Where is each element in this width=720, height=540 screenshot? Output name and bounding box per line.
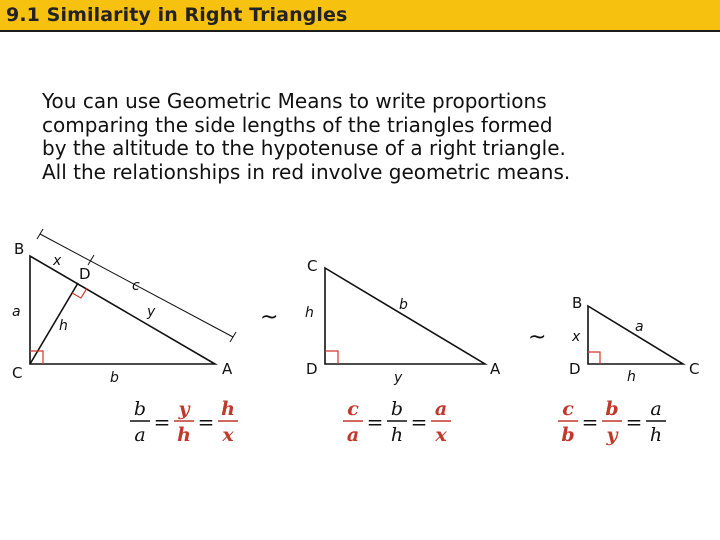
body-line: You can use Geometric Means to write proportions	[42, 89, 547, 113]
fraction-denominator: y	[606, 424, 618, 446]
equals-sign: =	[153, 410, 171, 434]
fraction-denominator: x	[435, 424, 447, 446]
segment-label: y	[147, 304, 156, 320]
body-line: All the relationships in red involve geometric means.	[42, 159, 571, 184]
fraction-numerator: a	[434, 398, 448, 420]
segment-label: a	[635, 319, 644, 335]
vertex-label: D	[569, 360, 581, 378]
altitude-line	[30, 283, 78, 364]
right-angle-marker	[588, 352, 600, 364]
fraction-numerator: b	[133, 398, 147, 420]
body-line: by the altitude to the hypotenuse of a right triangle.	[42, 136, 566, 160]
equals-sign: =	[410, 410, 428, 434]
page-title: 9.1 Similarity in Right Triangles	[6, 4, 348, 26]
fraction-denominator: a	[346, 424, 360, 446]
triangle-two-outline	[325, 268, 485, 364]
body-line: comparing the side lengths of the triangles formed	[42, 112, 553, 137]
body-paragraph	[42, 90, 712, 184]
equals-sign: =	[625, 410, 643, 434]
segment-label: y	[394, 370, 403, 386]
vertex-label: A	[222, 360, 233, 378]
fraction-numerator: c	[562, 398, 574, 420]
right-angle-marker	[325, 351, 338, 364]
fraction-denominator: h	[390, 424, 404, 446]
fraction-denominator: h	[177, 424, 191, 446]
segment-label: h	[305, 305, 314, 321]
segment-label: h	[627, 369, 636, 385]
fraction-denominator: h	[649, 424, 663, 446]
vertex-label: B	[14, 240, 25, 258]
vertex-label: D	[306, 360, 318, 378]
fraction-numerator: h	[221, 398, 235, 420]
fraction-numerator: y	[178, 398, 190, 420]
vertex-label: C	[12, 364, 23, 382]
similar-symbol: ~	[260, 305, 279, 330]
vertex-label: C	[307, 257, 318, 275]
segment-label: c	[132, 278, 140, 294]
big-triangle	[12, 229, 236, 386]
fraction-denominator: a	[134, 424, 146, 446]
triangle-two	[305, 257, 501, 386]
equals-sign: =	[197, 410, 215, 434]
vertex-label: B	[572, 294, 583, 312]
vertex-label: A	[490, 360, 501, 378]
equals-sign: =	[366, 410, 384, 434]
big-triangle-outline	[30, 256, 215, 364]
vertex-label: D	[79, 265, 91, 283]
segment-label: x	[53, 253, 62, 269]
fraction-denominator: x	[222, 424, 234, 446]
dimension-tick	[230, 332, 236, 342]
segment-label: h	[59, 318, 68, 334]
segment-label: b	[399, 297, 408, 313]
fraction-numerator: b	[390, 398, 404, 420]
segment-label: x	[572, 329, 581, 345]
vertex-label: C	[689, 360, 700, 378]
title-bar	[0, 0, 720, 32]
similar-symbol: ~	[528, 325, 547, 350]
dimension-tick	[37, 229, 43, 239]
equals-sign: =	[581, 410, 599, 434]
fraction-numerator: b	[605, 398, 619, 420]
fraction-denominator: b	[561, 424, 575, 446]
segment-label: b	[110, 370, 119, 386]
fraction-numerator: c	[347, 398, 359, 420]
triangle-figure	[0, 224, 720, 454]
segment-label: a	[12, 304, 21, 320]
triangle-three	[569, 294, 699, 385]
triangle-three-outline	[588, 306, 683, 364]
triangle-diagram	[0, 224, 720, 454]
fraction-numerator: a	[650, 398, 662, 420]
proportion-equations	[130, 398, 666, 446]
